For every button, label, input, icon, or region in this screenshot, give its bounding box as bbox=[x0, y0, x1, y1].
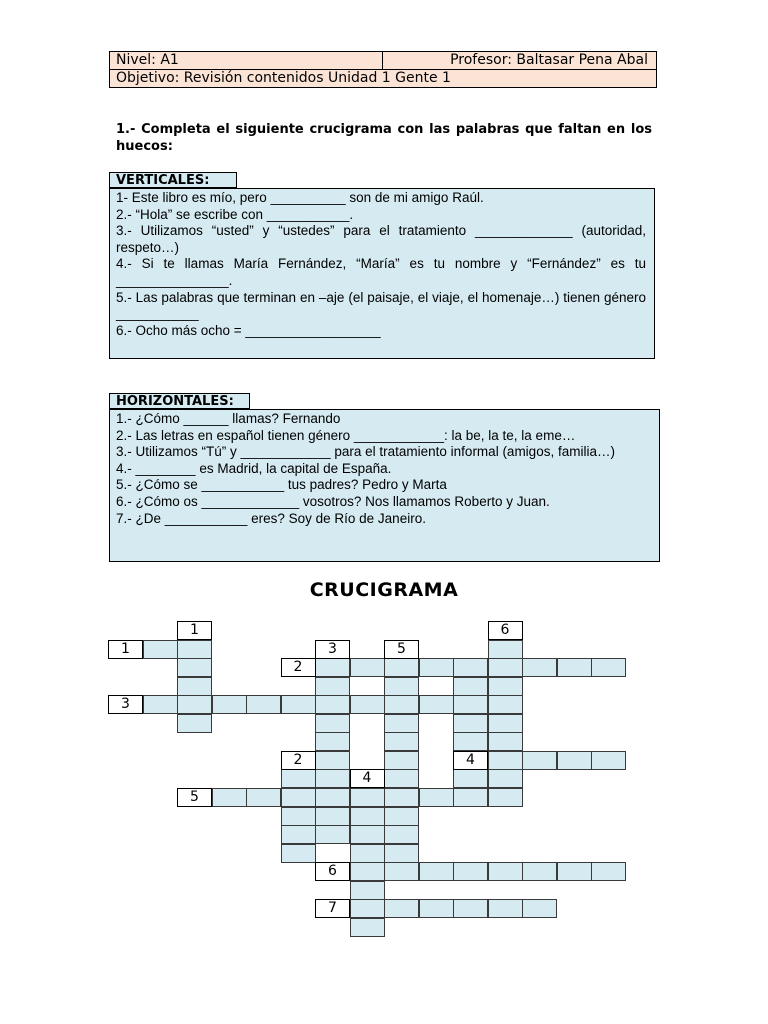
crossword-cell[interactable] bbox=[384, 844, 419, 863]
crossword-cell[interactable] bbox=[350, 788, 385, 807]
crossword-cell[interactable] bbox=[384, 825, 419, 844]
crossword-cell[interactable] bbox=[453, 658, 488, 677]
crossword-cell[interactable] bbox=[419, 862, 454, 881]
crossword-cell[interactable] bbox=[384, 714, 419, 733]
crossword-cell[interactable] bbox=[315, 732, 350, 751]
crossword-cell[interactable] bbox=[488, 658, 523, 677]
crossword-number-label: 5 bbox=[384, 640, 419, 659]
horizontales-title: HORIZONTALES: bbox=[109, 393, 250, 409]
crossword-cell[interactable] bbox=[488, 751, 523, 770]
horizontal-clue-4: 4.- ________ es Madrid, la capital de España. bbox=[116, 460, 392, 476]
crossword-number-label: 3 bbox=[315, 640, 350, 659]
crossword-cell[interactable] bbox=[177, 677, 212, 696]
crossword-cell[interactable] bbox=[557, 751, 592, 770]
vertical-clue-1: 1- Este libro es mío, pero __________ son de mi amigo Raúl. bbox=[116, 190, 484, 205]
crossword-cell[interactable] bbox=[419, 695, 454, 714]
crossword-cell[interactable] bbox=[177, 640, 212, 659]
crossword-number-label: 5 bbox=[177, 788, 212, 807]
crossword-cell[interactable] bbox=[453, 788, 488, 807]
objective-cell: Objetivo: Revisión contenidos Unidad 1 Gente 1 bbox=[116, 70, 451, 86]
crossword-cell[interactable] bbox=[488, 695, 523, 714]
crossword-cell[interactable] bbox=[384, 899, 419, 918]
verticales-title: VERTICALES: bbox=[109, 172, 237, 188]
crossword-cell[interactable] bbox=[246, 788, 281, 807]
crossword-cell[interactable] bbox=[384, 677, 419, 696]
crossword-cell[interactable] bbox=[350, 807, 385, 826]
crossword-cell[interactable] bbox=[350, 899, 385, 918]
crossword-cell[interactable] bbox=[350, 844, 385, 863]
crossword-cell[interactable] bbox=[453, 695, 488, 714]
crossword-cell[interactable] bbox=[281, 695, 316, 714]
crossword-cell[interactable] bbox=[350, 918, 385, 937]
crossword-cell[interactable] bbox=[453, 899, 488, 918]
crossword-cell[interactable] bbox=[522, 899, 557, 918]
crossword-number-label: 2 bbox=[281, 658, 316, 677]
crossword-cell[interactable] bbox=[453, 732, 488, 751]
crossword-cell[interactable] bbox=[488, 640, 523, 659]
crossword-cell[interactable] bbox=[315, 658, 350, 677]
crossword-cell[interactable] bbox=[488, 862, 523, 881]
crossword-number-label: 4 bbox=[350, 769, 385, 788]
teacher-cell: Profesor: Baltasar Pena Abal bbox=[450, 52, 648, 68]
crossword-cell[interactable] bbox=[384, 658, 419, 677]
crossword-cell[interactable] bbox=[488, 714, 523, 733]
crossword-cell[interactable] bbox=[350, 695, 385, 714]
crossword-number-label: 2 bbox=[281, 751, 316, 770]
crossword-cell[interactable] bbox=[488, 788, 523, 807]
vertical-clue-3: 3.- Utilizamos “usted” y “ustedes” para el tratamiento _____________ (autoridad, respeto…) bbox=[116, 223, 646, 255]
crossword-cell[interactable] bbox=[177, 714, 212, 733]
crossword-cell[interactable] bbox=[419, 658, 454, 677]
horizontal-clue-2: 2.- Las letras en español tienen género ____________: la be, la te, la eme… bbox=[116, 427, 576, 443]
crossword-cell[interactable] bbox=[246, 695, 281, 714]
horizontal-clue-3: 3.- Utilizamos “Tú” y ____________ para el tratamiento informal (amigos, familia…) bbox=[116, 444, 615, 460]
vertical-clue-6: 6.- Ocho más ocho = __________________ bbox=[116, 322, 381, 338]
crossword-cell[interactable] bbox=[488, 677, 523, 696]
crossword-cell[interactable] bbox=[384, 788, 419, 807]
crossword-cell[interactable] bbox=[591, 862, 626, 881]
crossword-number-label: 6 bbox=[315, 862, 350, 881]
crossword-cell[interactable] bbox=[453, 677, 488, 696]
instruction-text: 1.- Completa el siguiente crucigrama con las palabras que faltan en los huecos: bbox=[116, 122, 652, 154]
crossword-cell[interactable] bbox=[350, 881, 385, 900]
crossword-cell[interactable] bbox=[453, 769, 488, 788]
crossword-cell[interactable] bbox=[557, 862, 592, 881]
crossword-cell[interactable] bbox=[212, 695, 247, 714]
horizontal-clue-1: 1.- ¿Cómo ______ llamas? Fernando bbox=[116, 411, 341, 426]
crossword-number-label: 1 bbox=[177, 621, 212, 640]
crossword-cell[interactable] bbox=[419, 899, 454, 918]
crossword-cell[interactable] bbox=[281, 807, 316, 826]
crossword-number-label: 7 bbox=[315, 899, 350, 918]
crossword-cell[interactable] bbox=[384, 807, 419, 826]
crossword-cell[interactable] bbox=[315, 714, 350, 733]
crossword-cell[interactable] bbox=[453, 862, 488, 881]
crossword-cell[interactable] bbox=[591, 658, 626, 677]
crossword-cell[interactable] bbox=[522, 862, 557, 881]
crossword-number-label: 4 bbox=[453, 751, 488, 770]
crossword-number-label: 3 bbox=[108, 695, 143, 714]
crossword-cell[interactable] bbox=[281, 769, 316, 788]
crossword-cell[interactable] bbox=[281, 788, 316, 807]
crossword-cell[interactable] bbox=[315, 695, 350, 714]
vertical-clue-4: 4.- Si te llamas María Fernández, “María” es tu nombre y “Fernández” es tu _______________. bbox=[116, 256, 646, 288]
crossword-cell[interactable] bbox=[143, 695, 178, 714]
crossword-cell[interactable] bbox=[177, 695, 212, 714]
crossword-cell[interactable] bbox=[522, 658, 557, 677]
crossword-cell[interactable] bbox=[315, 677, 350, 696]
crossword-cell[interactable] bbox=[315, 807, 350, 826]
crossword-cell[interactable] bbox=[488, 732, 523, 751]
crossword-cell[interactable] bbox=[315, 825, 350, 844]
crossword-number-label: 6 bbox=[488, 621, 523, 640]
crossword-cell[interactable] bbox=[384, 695, 419, 714]
crossword-cell[interactable] bbox=[350, 825, 385, 844]
crossword-cell[interactable] bbox=[350, 862, 385, 881]
crossword-cell[interactable] bbox=[591, 751, 626, 770]
crossword-cell[interactable] bbox=[281, 825, 316, 844]
crossword-cell[interactable] bbox=[315, 769, 350, 788]
crossword-cell[interactable] bbox=[177, 658, 212, 677]
crossword-cell[interactable] bbox=[315, 751, 350, 770]
crossword-cell[interactable] bbox=[384, 732, 419, 751]
level-cell: Nivel: A1 bbox=[110, 52, 383, 69]
crossword-cell[interactable] bbox=[384, 751, 419, 770]
crossword-cell[interactable] bbox=[488, 899, 523, 918]
crossword-number-label: 1 bbox=[108, 640, 143, 659]
vertical-clue-2: 2.- “Hola” se escribe con ___________. bbox=[116, 206, 354, 222]
crossword-cell[interactable] bbox=[384, 769, 419, 788]
crossword-cell[interactable] bbox=[384, 862, 419, 881]
crossword-cell[interactable] bbox=[212, 788, 247, 807]
crossword-cell[interactable] bbox=[488, 769, 523, 788]
crossword-cell[interactable] bbox=[453, 714, 488, 733]
crossword-cell[interactable] bbox=[522, 751, 557, 770]
crossword-cell[interactable] bbox=[419, 788, 454, 807]
crossword-title: CRUCIGRAMA bbox=[309, 579, 459, 601]
horizontal-clue-7: 7.- ¿De ___________ eres? Soy de Río de Janeiro. bbox=[116, 510, 426, 526]
horizontal-clue-5: 5.- ¿Cómo se ___________ tus padres? Pedro y Marta bbox=[116, 477, 447, 493]
crossword-cell[interactable] bbox=[557, 658, 592, 677]
horizontal-clue-6: 6.- ¿Cómo os _____________ vosotros? Nos llamamos Roberto y Juan. bbox=[116, 493, 550, 509]
crossword-cell[interactable] bbox=[143, 640, 178, 659]
vertical-clue-5: 5.- Las palabras que terminan en –aje (el paisaje, el viaje, el homenaje…) tienen género ___________ bbox=[116, 289, 646, 322]
crossword-cell[interactable] bbox=[281, 844, 316, 863]
crossword-cell[interactable] bbox=[315, 788, 350, 807]
crossword-cell[interactable] bbox=[350, 658, 385, 677]
